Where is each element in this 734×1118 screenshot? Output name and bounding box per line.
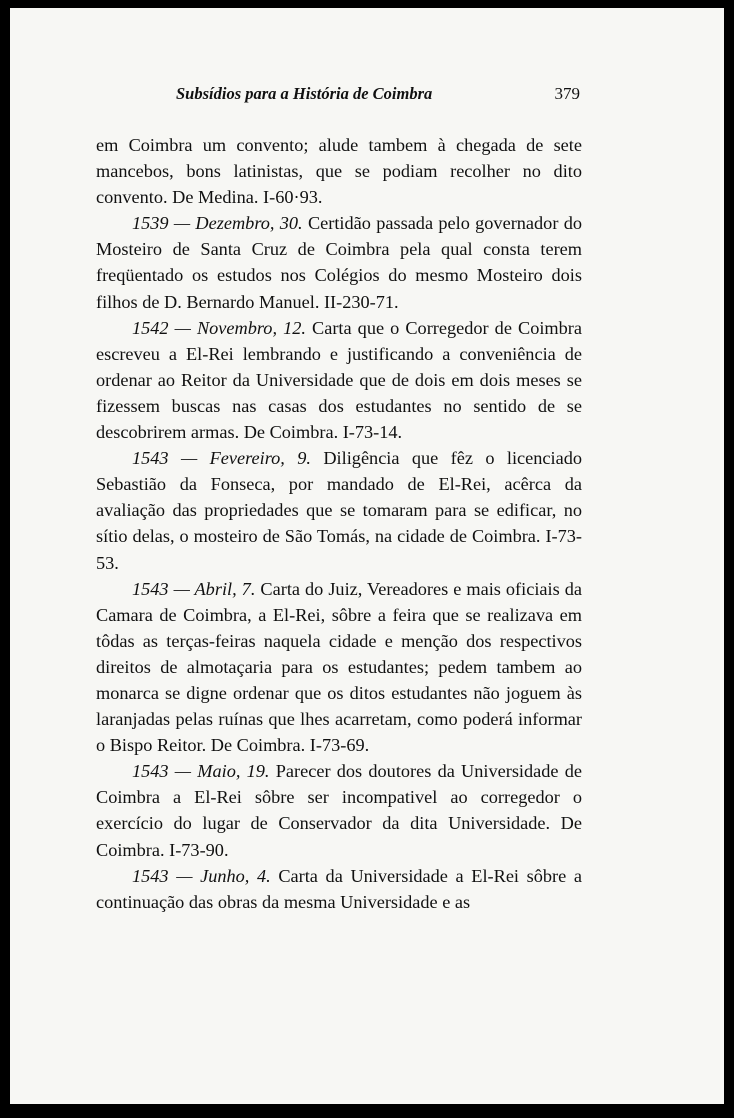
entry-date: 1543 — Abril, 7.: [132, 578, 256, 599]
entry-date: 1539 — Dezembro, 30.: [132, 213, 303, 234]
page-content: [96, 84, 582, 915]
entry-date: 1543 — Fevereiro, 9.: [132, 448, 311, 469]
paragraph-continuation: [96, 132, 582, 210]
entry-text: Certidão passada pelo governador do Mosteiro de Santa Cruz de Coimbra pela qual consta terem freqüentado os estudos nos Colégios do mesmo Mosteiro dois filhos de D. Bernardo Manuel. II-230-71.: [96, 213, 582, 312]
entry-date: 1543 — Junho, 4.: [132, 865, 271, 886]
entry-text: Carta que o Corregedor de Coimbra escreveu a El-Rei lembrando e justificando a conveniência de ordenar ao Reitor da Universidade que de dois em dois meses se fizessem buscas nas casas dos estudantes no sentido de se descobrirem armas. De Coimbra. I-73-14.: [96, 317, 582, 443]
entry-1543-february: [96, 445, 582, 575]
entry-1543-june: [96, 863, 582, 915]
running-title: Subsídios para a História de Coimbra: [176, 84, 433, 103]
entry-1543-may: [96, 758, 582, 862]
entry-date: 1543 — Maio, 19.: [132, 761, 270, 782]
entry-1543-april: [96, 576, 582, 759]
page-number: 379: [554, 84, 580, 103]
document-page: [10, 8, 724, 1104]
running-header: [96, 84, 582, 110]
entry-text: Carta do Juiz, Vereadores e mais oficiais da Camara de Coimbra, a El-Rei, sôbre a feira que se realizava em tôdas as terças-feiras naquela cidade e menção dos respectivos direitos de almotaçaria para os estudantes; pedem tambem ao monarca se digne ordenar que os ditos estudantes não joguem às laranjadas pelas ruínas que lhes acarretam, como poderá informar o Bispo Reitor. De Coimbra. I-73-69.: [96, 578, 582, 756]
entry-text: Parecer dos doutores da Universidade de Coimbra a El-Rei sôbre ser incompativel ao corregedor o exercício do lugar de Conservador da dita Universidade. De Coimbra. I-73-90.: [96, 761, 583, 860]
entry-date: 1542 — Novembro, 12.: [132, 317, 306, 338]
entry-1542-november: [96, 315, 582, 445]
entry-1539-december: [96, 210, 582, 314]
entry-text: Diligência que fêz o licenciado Sebastião da Fonseca, por mandado de El-Rei, acêrca da avaliação das propriedades que se tomaram para se edificar, no sítio delas, o mosteiro de São Tomás, na cidade de Coimbra. I-73-53.: [96, 448, 582, 573]
paragraph-text: em Coimbra um convento; alude tambem à chegada de sete mancebos, bons latinistas, que se podiam recolher no dito convento. De Medina. I-60·93.: [96, 135, 582, 208]
entry-text: Carta da Universidade a El-Rei sôbre a continuação das obras da mesma Universidade e as: [96, 865, 582, 912]
